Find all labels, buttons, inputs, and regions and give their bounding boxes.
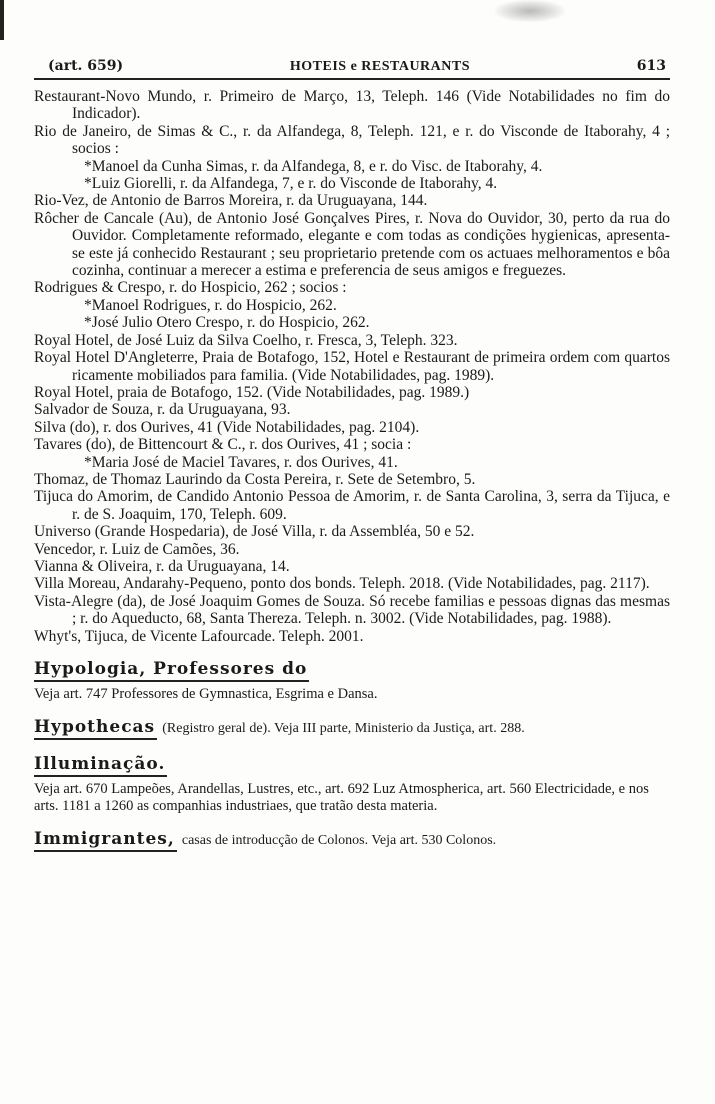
sub-entry: *Luiz Giorelli, r. da Alfandega, 7, e r. do Visconde de Itaborahy, 4. <box>84 175 498 193</box>
section-block <box>34 829 670 852</box>
directory-entry: Restaurant-Novo Mundo, r. Primeiro de Março, 13, Teleph. 146 (Vide Notabilidades no fim do Indicador). <box>34 88 670 123</box>
directory-entry: Royal Hotel, praia de Botafogo, 152. (Vide Notabilidades, pag. 1989.) <box>34 383 470 401</box>
directory-entry: Vista-Alegre (da), de José Joaquim Gomes de Souza. Só recebe familias e pessoas dignas das mesmas ; r. do Aqueducto, 68, Santa Thereza. Teleph. n. 3002. (Vide Notabilidades, pag. 1988). <box>34 592 670 628</box>
directory-entry: Rodrigues & Crespo, r. do Hospicio, 262 ; socios : <box>34 279 347 297</box>
sub-entry: *Manoel Rodrigues, r. do Hospicio, 262. <box>84 296 337 314</box>
directory-entry: Thomaz, de Thomaz Laurindo da Costa Pereira, r. Sete de Setembro, 5. <box>34 470 476 488</box>
sub-entry: *Maria José de Maciel Tavares, r. dos Ourives, 41. <box>84 453 398 471</box>
section-heading: Illuminação. <box>34 754 167 777</box>
directory-entry: Tavares (do), de Bittencourt & C., r. dos Ourives, 41 ; socia : <box>34 436 412 454</box>
entry-list <box>34 88 670 645</box>
running-header <box>34 50 670 80</box>
page-edge-mark <box>0 0 4 40</box>
directory-entry: Whyt's, Tijuca, de Vicente Lafourcade. Teleph. 2001. <box>34 627 364 645</box>
directory-entry: Salvador de Souza, r. da Uruguayana, 93. <box>34 401 291 419</box>
sub-entry: *José Julio Otero Crespo, r. do Hospicio, 262. <box>84 314 370 332</box>
directory-entry: Rio-Vez, de Antonio de Barros Moreira, r. da Uruguayana, 144. <box>34 192 428 210</box>
directory-entry: Silva (do), r. dos Ourives, 41 (Vide Notabilidades, pag. 2104). <box>34 418 420 436</box>
directory-entry: Vencedor, r. Luiz de Camões, 36. <box>34 540 240 558</box>
section-heading: Hypothecas <box>34 717 157 740</box>
section-heading: Hypologia, Professores do <box>34 659 309 682</box>
directory-entry: Rio de Janeiro, de Simas & C., r. da Alfandega, 8, Teleph. 121, e r. do Visconde de Itaborahy, 4 ; socios : <box>34 122 670 158</box>
page-number: 613 <box>636 58 666 74</box>
section-body: Veja art. 747 Professores de Gymnastica, Esgrima e Dansa. <box>34 686 378 702</box>
section-block <box>34 659 670 703</box>
section-body: Veja art. 670 Lampeões, Arandellas, Lustres, etc., art. 692 Luz Atmospherica, art. 560 Electricidade, e nos arts. 1181 a 1260 as companhias industriaes, que tratão desta materia. <box>34 781 649 814</box>
article-reference: (art. 659) <box>48 58 124 74</box>
page-title: HOTEIS e RESTAURANTS <box>289 59 471 74</box>
section-block <box>34 717 670 740</box>
section-list <box>34 659 670 852</box>
directory-entry: Universo (Grande Hospedaria), de José Villa, r. da Assembléa, 50 e 52. <box>34 523 475 541</box>
section-inline-text: (Registro geral de). Veja III parte, Ministerio da Justiça, art. 288. <box>162 721 525 736</box>
ink-smudge <box>495 0 565 22</box>
directory-entry: Tijuca do Amorim, de Candido Antonio Pessoa de Amorim, r. de Santa Carolina, 3, serra da Tijuca, e r. de S. Joaquim, 170, Teleph. 609. <box>34 488 670 523</box>
sub-entry: *Manoel da Cunha Simas, r. da Alfandega, 8, e r. do Visc. de Itaborahy, 4. <box>84 157 543 175</box>
section-block <box>34 754 670 815</box>
directory-page <box>34 50 670 852</box>
directory-entry: Rôcher de Cancale (Au), de Antonio José Gonçalves Pires, r. Nova do Ouvidor, 30, perto da rua do Ouvidor. Completamente reformado, elegante e com todas as condições hygienicas, apresenta-se este já conhecido Restaurant ; seu proprietario pretende com os actuaes melhoramentos e bôa cozinha, continuar a merecer a estima e preferencia de seus amigos e freguezes. <box>34 209 670 280</box>
section-inline-text: casas de introducção de Colonos. Veja art. 530 Colonos. <box>181 833 497 848</box>
directory-entry: Royal Hotel, de José Luiz da Silva Coelho, r. Fresca, 3, Teleph. 323. <box>34 331 458 349</box>
directory-entry: Royal Hotel D'Angleterre, Praia de Botafogo, 152, Hotel e Restaurant de primeira ordem com quartos ricamente mobiliados para familia. (Vide Notabilidades, pag. 1989). <box>34 349 670 384</box>
section-heading: Immigrantes, <box>34 829 177 852</box>
directory-entry: Villa Moreau, Andarahy-Pequeno, ponto dos bonds. Teleph. 2018. (Vide Notabilidades, pag. 2117). <box>34 575 650 593</box>
directory-entry: Vianna & Oliveira, r. da Uruguayana, 14. <box>34 557 290 575</box>
